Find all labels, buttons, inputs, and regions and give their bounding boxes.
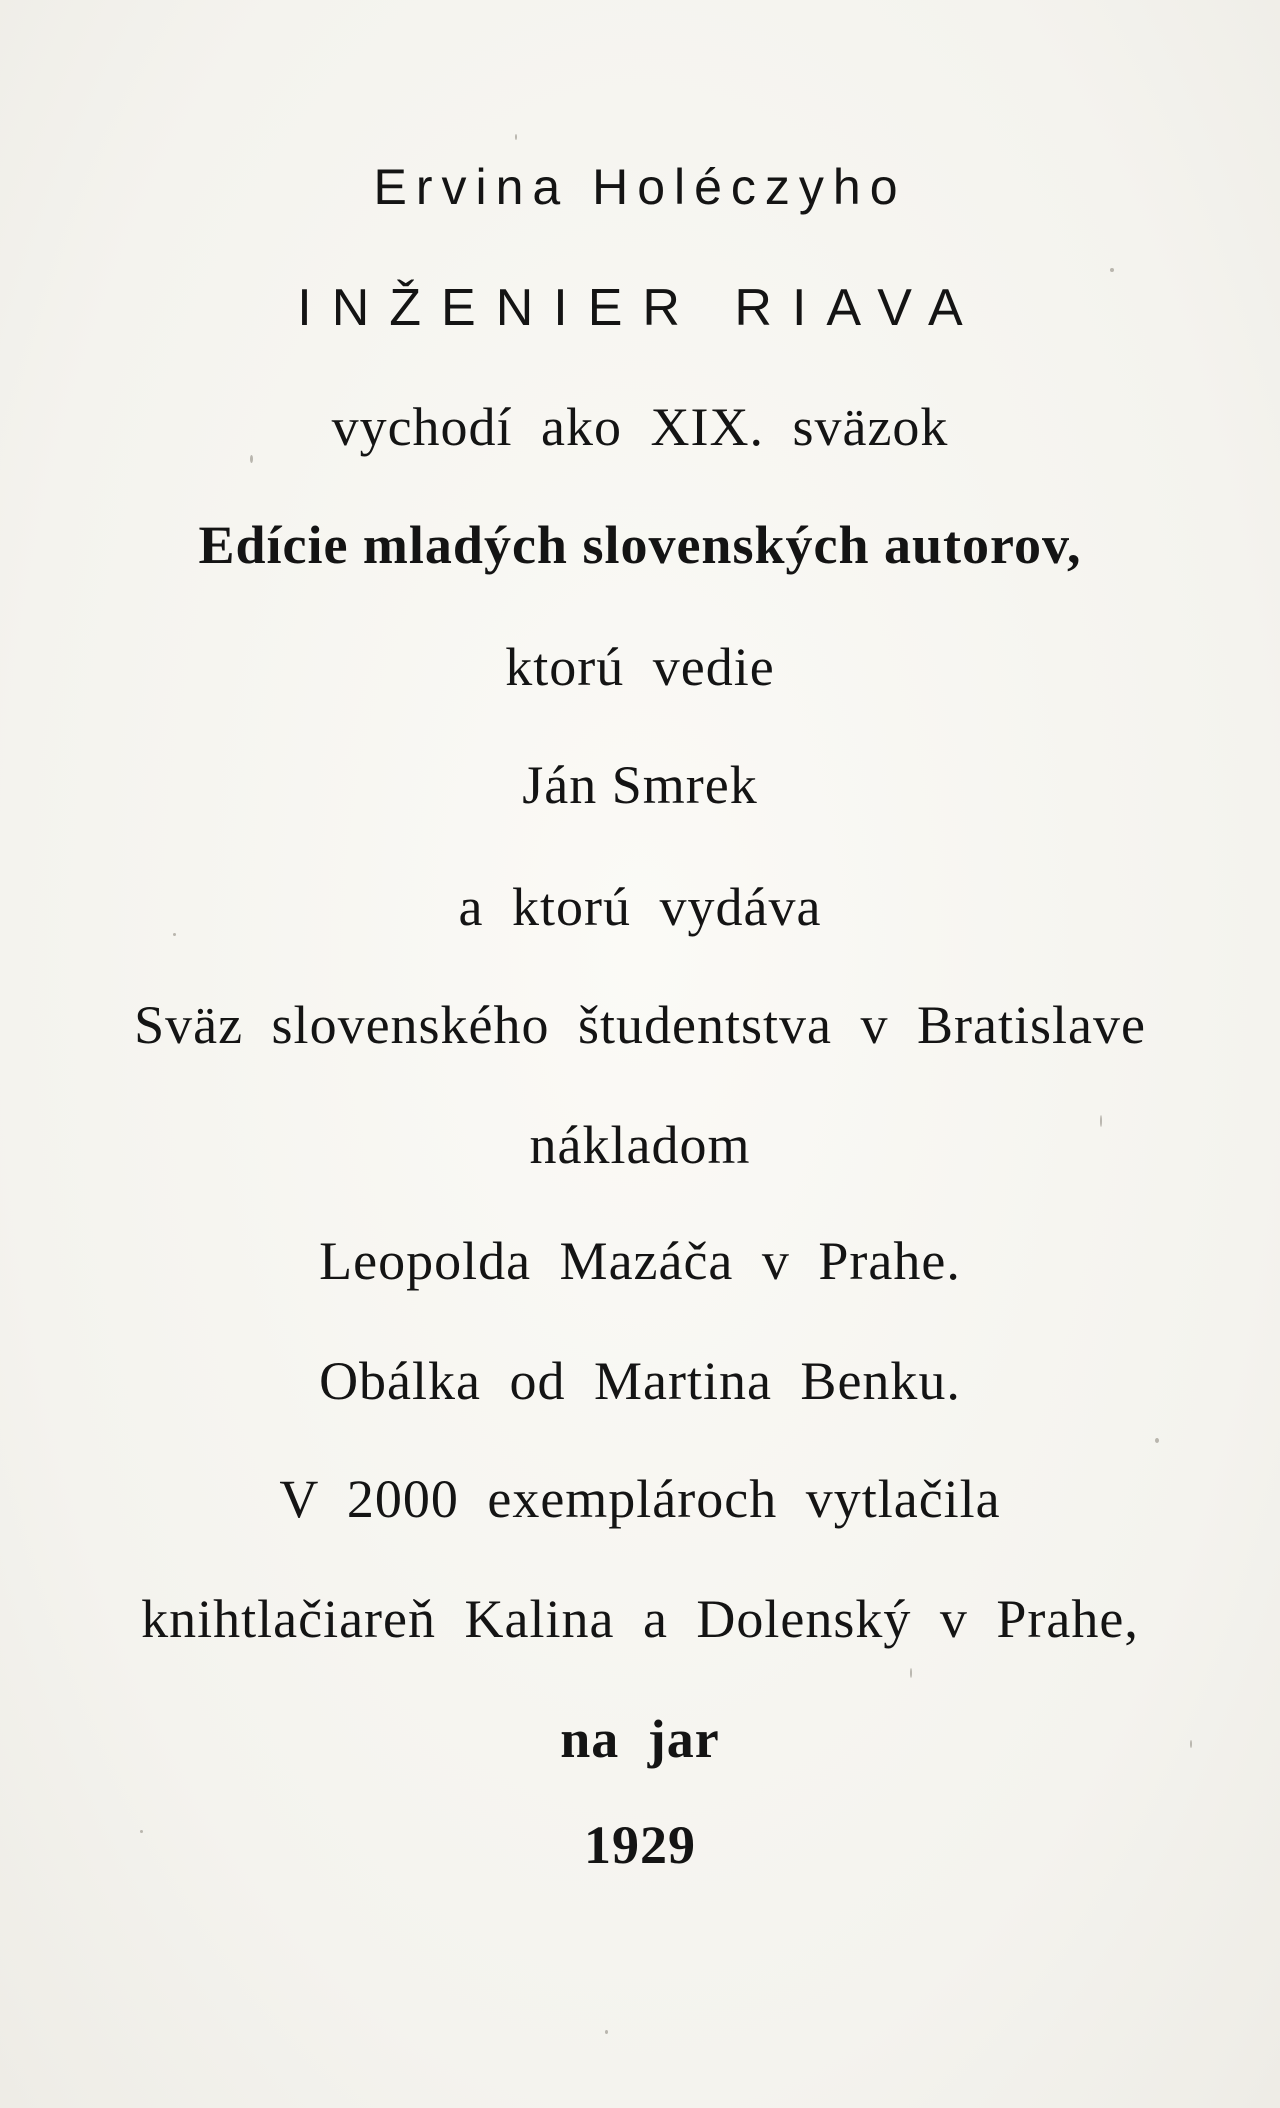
cover-credit-line: Obálka od Martina Benku.: [319, 1351, 961, 1411]
edition-line: Edície mladých slovenských autorov,: [198, 515, 1082, 575]
book-title: INŽENIER RIAVA: [297, 279, 983, 337]
paper-speck: [250, 455, 253, 463]
print-run-line: V 2000 exemplároch vytlačila: [279, 1469, 1001, 1529]
volume-line: vychodí ako XIX. sväzok: [331, 397, 949, 457]
author-name: Ervina Holéczyho: [373, 159, 907, 215]
paper-speck: [1110, 268, 1114, 272]
paper-speck: [1190, 1740, 1192, 1748]
paper-speck: [515, 134, 517, 140]
cost-line: nákladom: [529, 1115, 751, 1175]
paper-speck: [910, 1668, 912, 1678]
paper-speck: [140, 1830, 143, 1833]
sponsor-line: Leopolda Mazáča v Prahe.: [319, 1231, 961, 1291]
paper-speck: [1100, 1115, 1102, 1127]
editor-intro-line: ktorú vedie: [505, 637, 775, 697]
season-line: na jar: [560, 1709, 720, 1769]
publisher-name: Sväz slovenského študentstva v Bratislave: [134, 995, 1146, 1055]
editor-name: Ján Smrek: [522, 755, 758, 815]
paper-speck: [1155, 1438, 1159, 1443]
paper-speck: [173, 933, 176, 936]
paper-speck: [605, 2030, 608, 2034]
year-line: 1929: [584, 1815, 696, 1875]
printer-line: knihtlačiareň Kalina a Dolenský v Prahe,: [141, 1589, 1139, 1649]
publisher-intro-line: a ktorú vydáva: [458, 877, 822, 937]
